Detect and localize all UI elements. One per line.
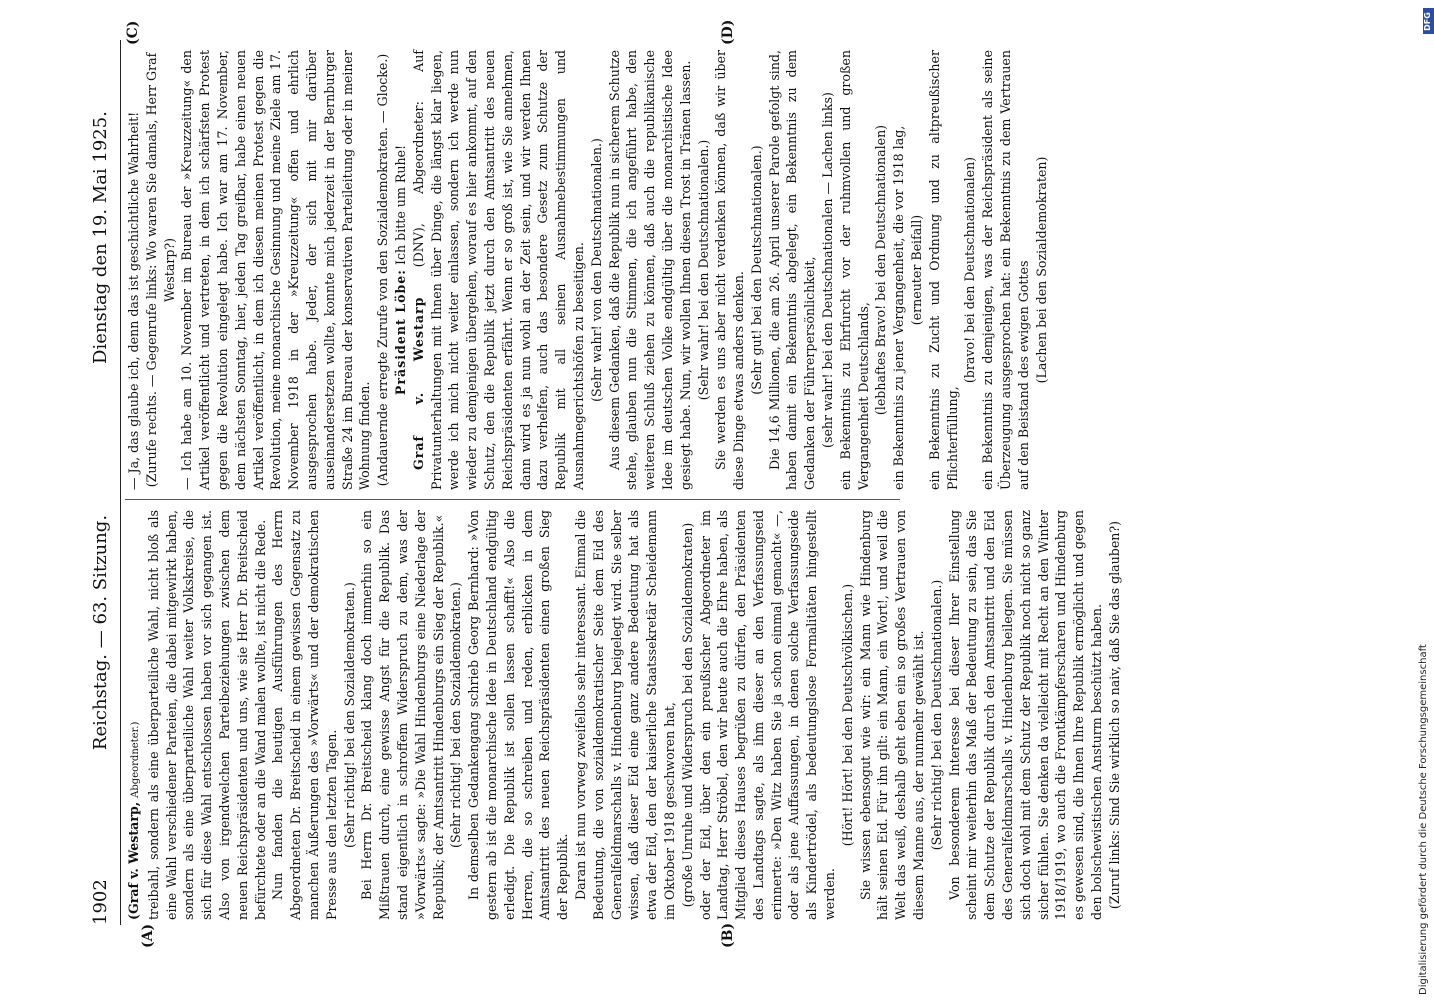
interjection: (große Unruhe und Widerspruch bei den Sozialdemokraten) [679,522,695,908]
left-column [125,510,1124,920]
header-right-title: Dienstag den 19. Mai 1925. [90,111,111,364]
margin-marker-a: (A) [140,923,156,948]
page-number: 1902 [90,879,111,925]
paragraph: — Ja, das glaube ich, denn das ist geschichtliche Wahrheit! [126,111,141,490]
right-column [125,50,1050,490]
speaker-line: Präsident Löbe: Ich bitte um Ruhe! [392,144,408,396]
paragraph: — Ich habe am 10. November im Bureau der »Kreuzzeitung« den Artikel veröffentlicht und vertreten, in dem ich schärfsten Protest gegen die Revolution eingelegt habe. Ich war am 17. November, dem nächsten Sonntag, hier, jeden Tag greifbar, habe einen neuen Artikel veröffentlicht, in dem ich diesen meinen Protest gegen die Revolution, meine monarchische Gesinnung und meine Ziele am 17. November 1918 in der »Kreuzzeitung« offen und ehrlich ausgesprochen habe. Jeder, der sich mit mir darüber auseinandersetzen wollte, konnte mich jederzeit in der Bernburger Straße 24 im Bureau der konservativen Parteileitung oder in meiner Wohnung finden. [179,50,373,490]
interjection: (bravo! bei den Deutschnationalen) [962,156,978,384]
digitization-credit: Digitalisierung gefördert durch die Deutsche Forschungsgemeinschaft [1418,644,1429,995]
interjection: (Sehr richtig! bei den Sozialdemokraten.) [448,582,464,848]
paragraph: Von besonderem Interesse bei dieser Ihrer Einstellung scheint mir weiterhin das Maß der Bedeutung zu sein, das Sie dem Schutze der Republik durch den Amtsantritt und den Eid des Generalfeldmarschalls v. Hindenburg beilegen. Sie müssen sich doch wohl mit dem Schutz der Republik noch nicht so ganz sicher fühlen. Sie denken da vielleicht mit Recht an den Winter 1918/1919, wo auch die Frontkämpferscharen und Hindenburg es gewesen sind, die Ihnen Ihre Republik ermöglicht und gegen den bolschewistischen Ansturm beschützt haben. [946,510,1105,920]
paragraph: oder der Eid, über den ein preußischer Abgeordneter im Landtag, Herr Ströbel, den wir heute auch die Ehre haben, als Mitglied dieses Hauses begrüßen zu dürfen, den Präsidenten des Landtags sagte, als ihm dieser an den Verfassungseid erinnerte: »Den Witz haben Sie ja schon einmal gemacht« —, oder als jene Auffassungen, in denen solche Verfassungseide als Kindertrödel, als bedeutungslose Formalitäten hingestellt werden. [697,510,838,920]
paragraph: Sie werden es uns aber nicht verdenken können, daß wir über diese Dinge etwas anders denken. [713,50,747,490]
page-header [90,40,120,925]
header-left-title: Reichstag. — 63. Sitzung. [90,514,111,751]
interjection: (Sehr richtig! bei den Deutschnationalen.) [928,579,944,851]
paragraph: Bei Herrn Dr. Breitscheid klang doch immerhin so ein Mißtrauen durch, eine gewisse Angst für die Republik. Das stand eigentlich in schroffem Widerspruch zu dem, was der »Vorwärts« sagte: »Die Wahl Hindenburgs eine Niederlage der Republik; der Amtsantritt Hindenburgs ein Sieg der Republik.« [359,510,446,920]
paragraph: Aus diesem Gedanken, daß die Republik nun in sicherem Schutze stehe, glauben nun die Stimmen, die ich angeführt habe, den weiteren Schluß ziehen zu können, daß auch die republikanische Idee im deutschen Volke endgültig über die monarchistische Idee gesiegt habe. Nun, wir wollen Ihnen diesen Trost in Tränen lassen. [606,50,693,490]
interjection: (Zurufe rechts. — Gegenrufe links: Wo waren Sie damals, Herr Graf Westarp?) [143,52,177,488]
paragraph: ein Bekenntnis zu Ehrfurcht vor der ruhmvollen und großen Vergangenheit Deutschlands, [837,50,871,490]
speaker-paragraph: Graf v. Westarp (DNV), Abgeordneter: Auf Privatunterhaltungen mit Ihnen über Dinge, die längst klar liegen, werde ich mich nicht weiter einlassen, sondern ich werde nun wieder zu demjenigen übergehen, worauf es hier ankommt, auf den Schutz, den die Republik jetzt durch den Amtsantritt des neuen Reichspräsidenten erfährt. Wenn er so groß ist, wie Sie annehmen, dann wird es ja nun wohl an der Zeit sein, und wir werden Ihnen dazu verhelfen, auch das besondere Gesetz zum Schutze der Republik mit all seinen Ausnahmebestimmungen und Ausnahmegerichtshöfen zu beseitigen. [410,49,586,490]
paragraph: ein Bekenntnis zu jener Vergangenheit, die vor 1918 lag, [891,125,907,490]
interjection: (lebhaftes Bravo! bei den Deutschnationalen) [873,124,889,416]
header-rule [120,40,121,925]
paragraph: Die 14,6 Millionen, die am 26. April unserer Parole gefolgt sind, haben damit ein Bekenntnis abgelegt, ein Bekenntnis zu dem Gedanken der Führerpersönlichkeit, [766,50,818,490]
interjection: (Andauernde erregte Zurufe von den Sozialdemokraten. — Glocke.) [375,53,391,487]
paragraph: ein Bekenntnis zu demjenigen, was der Reichspräsident als seine Überzeugung ausgesprochen hat: ein Bekenntnis zu dem Vertrauen auf den Beistand des ewigen Gottes [980,50,1031,490]
speaker-line: (Graf v. Westarp, Abgeordneter.) [126,721,141,920]
paragraph: treibahl, sondern als eine überparteiliche Wahl, nicht bloß als eine Wahl verschiedener Parteien, die dabei mitgewirkt haben, sondern als eine überparteiliche Wahl weiter Volkskreise, die sich für diese Wahl entschlossen haben vor sich gegangen ist. Also von irgendwelchen Parteibeziehungen zwischen dem neuen Reichspräsidenten und uns, wie sie Herr Dr. Breitscheid befürchtete oder an die Wand malen wollte, ist nicht die Rede. [145,510,268,920]
interjection: (Sehr gut! bei den Deutschnationalen.) [748,145,764,395]
interjection: (Lachen bei den Sozialdemokraten) [1033,156,1049,384]
interjection: (Zuruf links: Sind Sie wirklich so naiv, daß Sie das glauben?) [1106,520,1122,910]
interjection: (sehr wahr! bei den Deutschnationalen — Lachen links) [820,92,836,448]
margin-marker-b: (B) [720,922,736,948]
interjection: (Sehr richtig! bei den Sozialdemokraten.) [341,582,357,848]
column-divider [125,499,900,500]
margin-marker-c: (C) [125,20,141,45]
interjection: (erneuter Beifall) [909,214,925,326]
interjection: (Sehr wahr! bei den Deutschnationalen.) [695,139,711,401]
paragraph: Daran ist nun vorweg zweifellos sehr interessant. Einmal die Bedeutung, die von sozialdemokratischer Seite dem Eid des Generalfeldmarschalls v. Hindenburg beigelegt wird. Sie selber wissen, daß dieser Eid eine ganz andere Bedeutung hat als etwa der Eid, den der kaiserliche Staatssekretär Scheidemann im Oktober 1918 geschworen hat, [572,510,677,920]
interjection: (Hört! Hört! bei den Deutschvölkischen.) [839,583,855,847]
interjection: (Sehr wahr! von den Deutschnationalen.) [588,138,604,402]
paragraph: Nun fanden die heutigen Ausführungen des Herrn Abgeordneten Dr. Breitscheid in einem gewissen Gegensatz zu manchen Äußerungen des »Vorwärts« und der demokratischen Presse aus den letzten Tagen. [270,510,339,920]
paragraph: ein Bekenntnis zu Zucht und Ordnung und zu altpreußischer Pflichterfüllung, [926,50,960,490]
paragraph: In demselben Gedankengang schrieb Georg Bernhard: »Von gestern ab ist die monarchische Idee in Deutschland endgültig erledigt. Die Republik ist sollen lassen schafft!« Also die Herren, die so schreiben und reden, erblicken in dem Amtsantritt des neuen Reichspräsidenten einen großen Sieg der Republik. [466,510,571,920]
paragraph: Sie wissen ebensogut wie wir: ein Mann wie Hindenburg hält seinen Eid. Für ihn gilt: ein Mann, ein Wort!, und weil die Welt das weiß, deshalb geht eben ein so großes Vertrauen von diesem Manne aus, der nunmehr gewählt ist. [857,510,927,920]
dfg-logo: DFG [1423,8,1434,34]
margin-marker-d: (D) [720,19,736,45]
